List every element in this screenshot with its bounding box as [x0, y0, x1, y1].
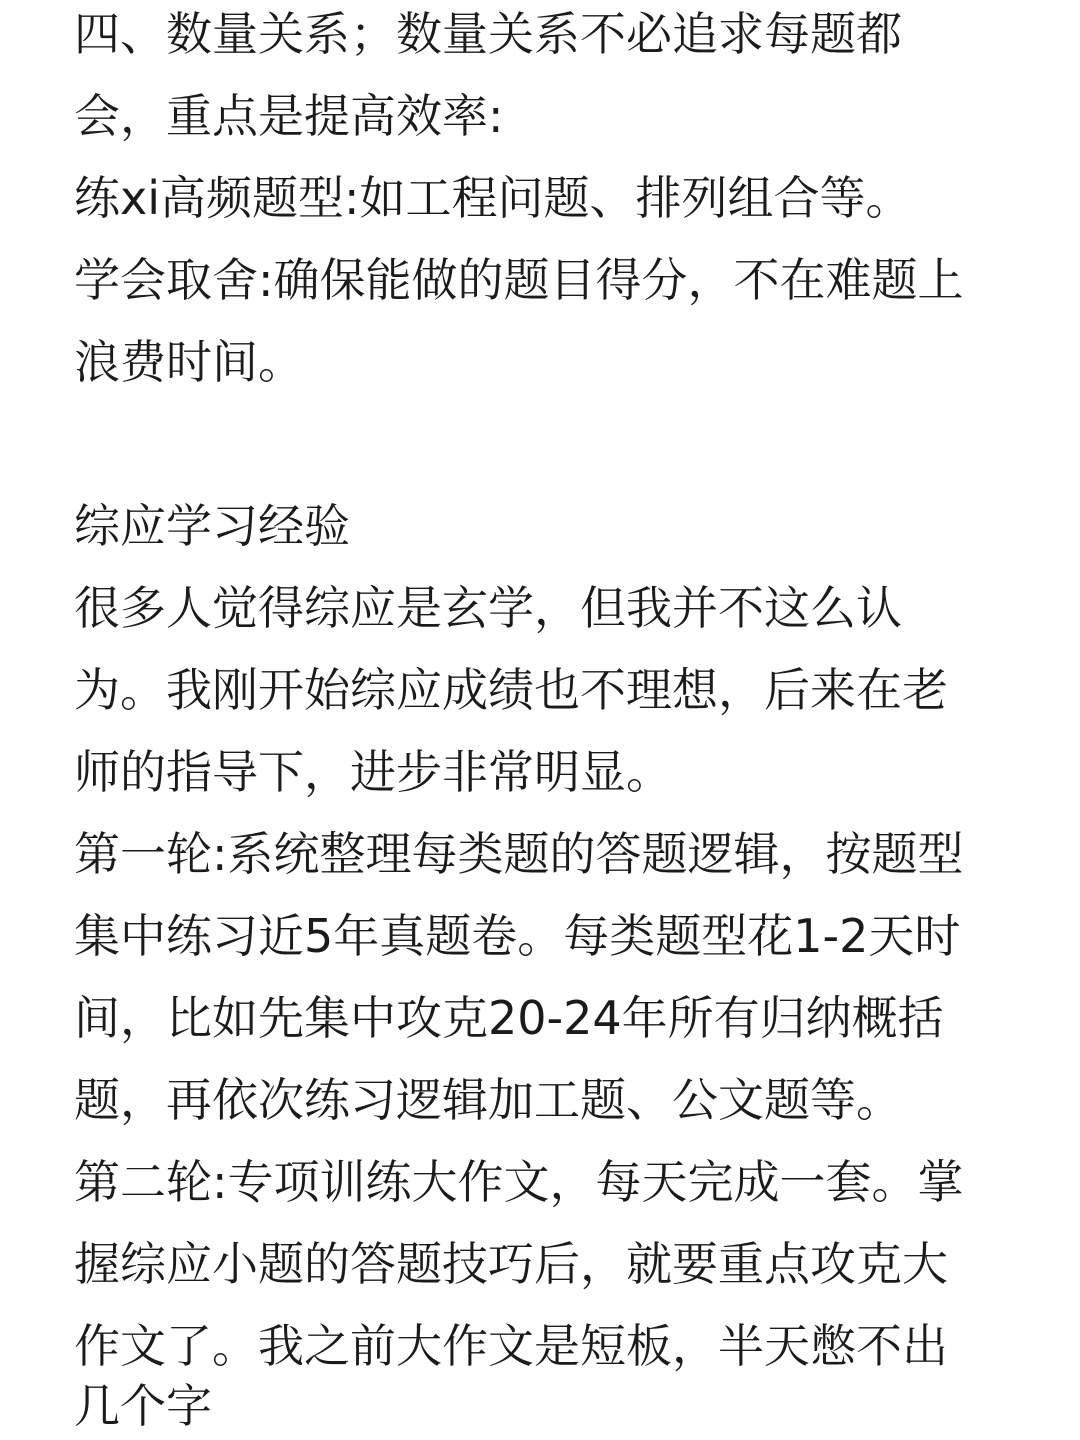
paragraph-line: 握综应小题的答题技巧后，就要重点攻克大 — [74, 1237, 948, 1291]
paragraph-line: 四、数量关系；数量关系不必追求每题都 — [74, 7, 902, 61]
paragraph-line: 为。我刚开始综应成绩也不理想，后来在老 — [74, 663, 948, 717]
paragraph-line: 第一轮:系统整理每类题的答题逻辑，按题型 — [74, 827, 964, 881]
paragraph-line: 会，重点是提高效率: — [74, 89, 504, 143]
paragraph-line: 学会取舍:确保能做的题目得分，不在难题上 — [74, 253, 964, 307]
paragraph-line: 练xi高频题型:如工程问题、排列组合等。 — [74, 171, 912, 225]
paragraph-line: 第二轮:专项训练大作文，每天完成一套。掌 — [74, 1155, 964, 1209]
paragraph-line: 间，比如先集中攻克20-24年所有归纳概括 — [74, 991, 944, 1045]
paragraph-line: 几个字 — [74, 1379, 212, 1433]
paragraph-line: 师的指导下，进步非常明显。 — [74, 745, 672, 799]
paragraph-line: 浪费时间。 — [74, 335, 304, 389]
section-heading: 综应学习经验 — [74, 499, 350, 553]
paragraph-line: 题，再依次练习逻辑加工题、公文题等。 — [74, 1073, 902, 1127]
paragraph-line: 很多人觉得综应是玄学，但我并不这么认 — [74, 581, 902, 635]
paragraph-line: 集中练习近5年真题卷。每类题型花1-2天时 — [74, 909, 961, 963]
paragraph-line: 作文了。我之前大作文是短板，半天憋不出 — [74, 1319, 948, 1373]
